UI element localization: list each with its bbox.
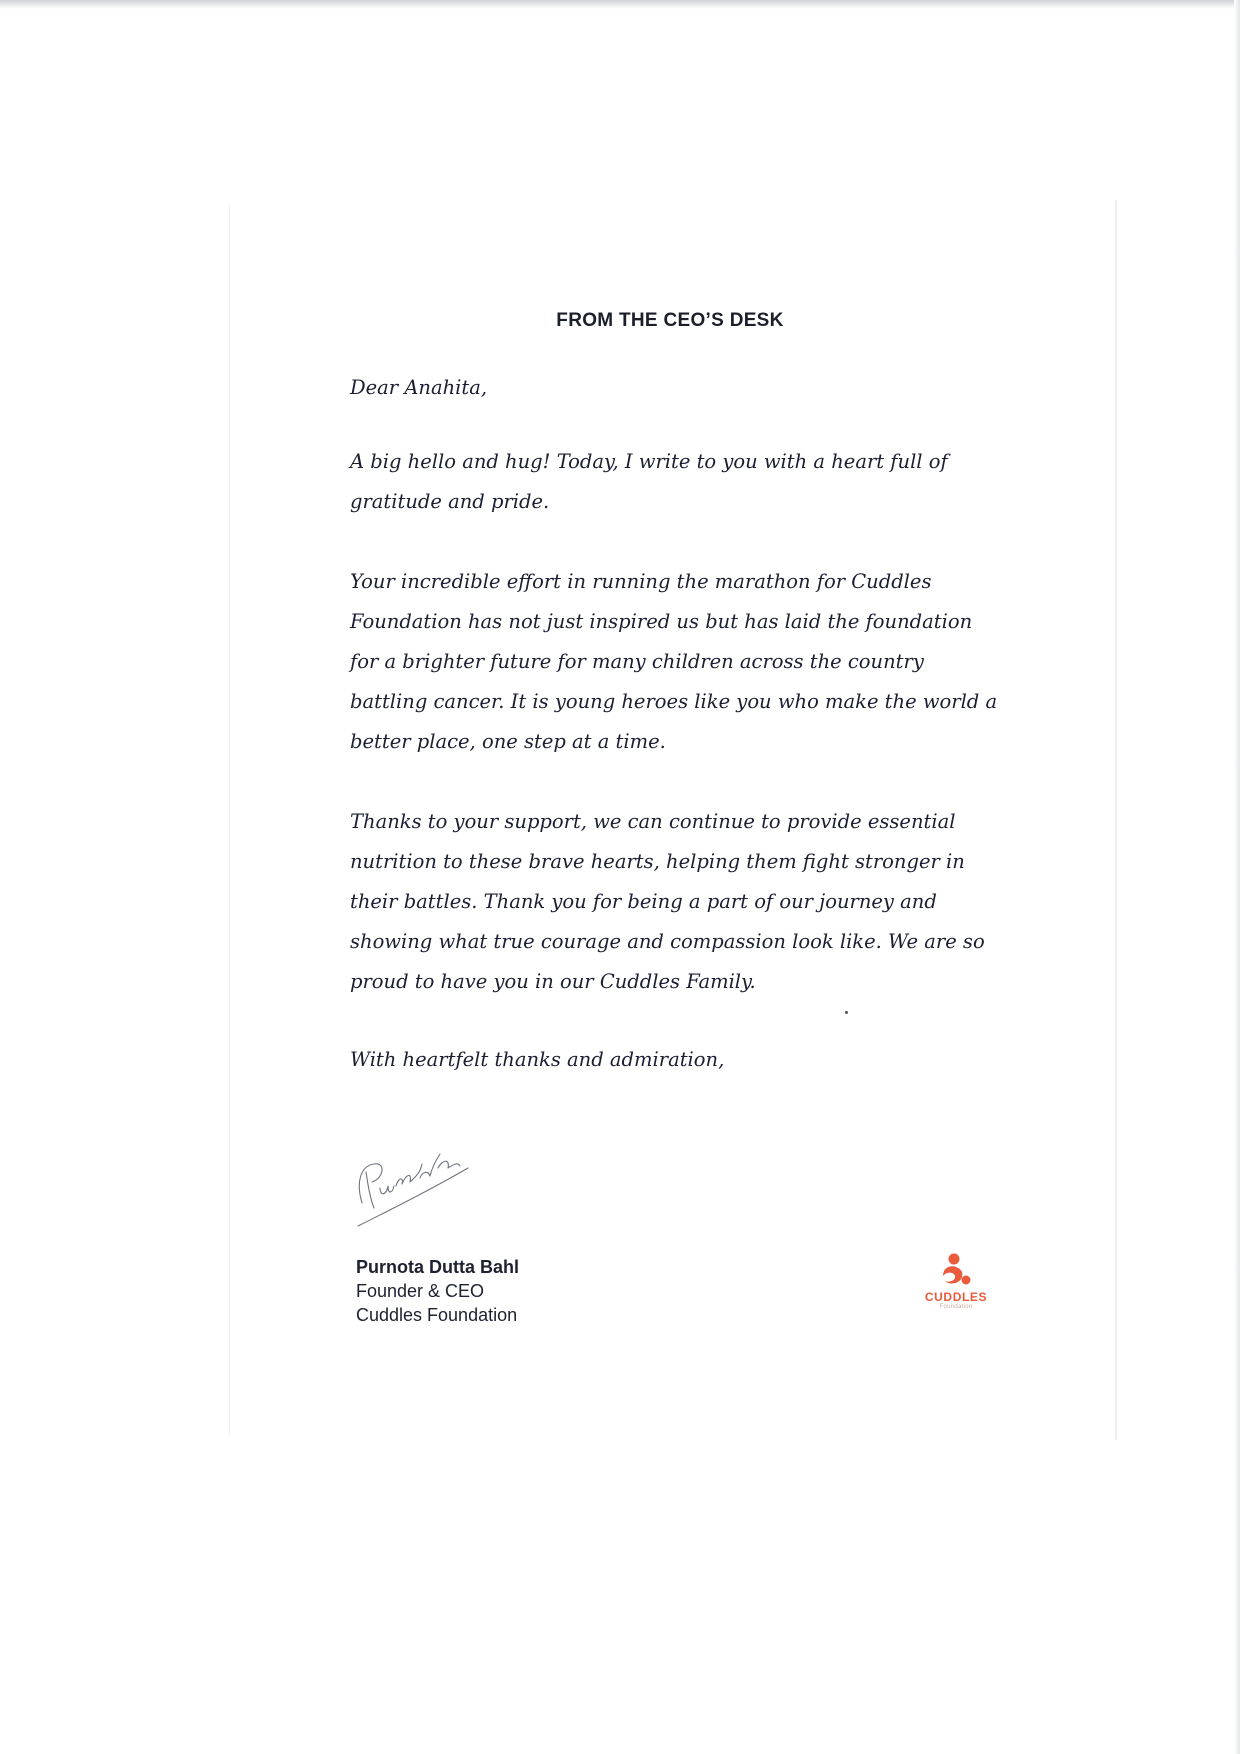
signatory-title: Founder & CEO [356,1281,485,1301]
paper-border-left [229,205,230,1435]
letter-closing: With heartfelt thanks and admiration, [350,1048,725,1071]
logo-subtext: Foundation [939,1304,973,1310]
paper-border-right [1115,200,1117,1440]
logo-wordmark: CUDDLES [924,1290,988,1304]
scan-right-edge [1234,0,1240,1754]
salutation: Dear Anahita, [350,376,488,399]
signatory-name: Purnota Dutta Bahl [356,1257,520,1277]
letter-paragraph-3: Thanks to your support, we can continue to provide essential nutrition to these brave hearts, helping them fight stronger in their battles. Thank you for being a part of our journey and showing what true courage and compassion look like. We are so proud to have you in our Cuddles Family. [350,810,985,993]
signatory-organization: Cuddles Foundation [356,1305,518,1325]
letter-heading: FROM THE CEO’S DESK [556,310,784,331]
scan-top-edge [0,0,1240,9]
handwritten-signature [350,1138,470,1230]
scan-speck [845,1011,848,1014]
letter-paragraph-2: Your incredible effort in running the marathon for Cuddles Foundation has not just inspired us but has laid the foundation for a brighter future for many children across the country battling cancer. It is young heroes like you who make the world a better place, one step at a time. [350,570,998,753]
signatory-block [356,1255,519,1327]
cuddles-logo [918,1252,994,1310]
cuddles-logo-icon [939,1252,973,1288]
letter-paragraph-1: A big hello and hug! Today, I write to you with a heart full of gratitude and pride. [350,450,948,513]
